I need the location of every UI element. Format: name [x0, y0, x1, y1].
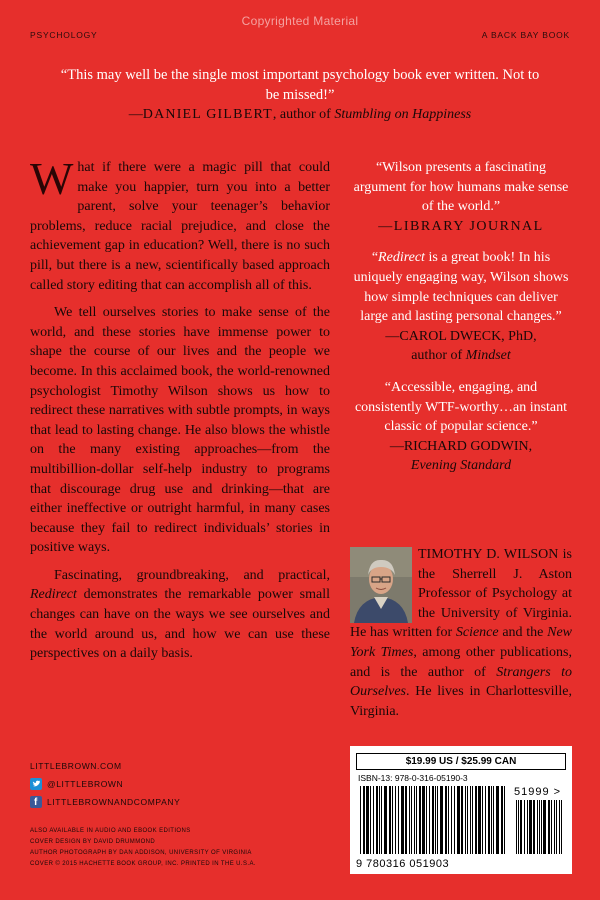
facebook-row[interactable]: [30, 793, 180, 811]
barcode-bar: [467, 786, 468, 854]
credit-line-4: COVER © 2015 HACHETTE BOOK GROUP, INC. PRINTED IN THE U.S.A.: [30, 861, 256, 867]
barcode-bar: [360, 786, 361, 854]
barcode-bar: [488, 786, 490, 854]
barcode-bar: [541, 800, 542, 854]
price-box: $19.99 US / $25.99 CAN: [356, 753, 566, 770]
barcode-bar: [539, 800, 540, 854]
barcode-bar: [405, 786, 407, 854]
blurb-2-book-title: Redirect: [378, 250, 425, 266]
blurb-3-attribution: —RICHARD GODWIN,: [389, 438, 533, 454]
credit-line-3: AUTHOR PHOTOGRAPH BY DAN ADDISON, UNIVERSITY OF VIRGINIA: [30, 850, 252, 856]
attribution-book-title: Stumbling on Happiness: [334, 107, 472, 122]
barcode-bar: [465, 786, 466, 854]
barcode-bar: [537, 800, 538, 854]
blurb-3-publication-title: Evening Standard: [410, 458, 512, 474]
author-name: TIMOTHY D. WILSON: [418, 547, 559, 562]
website-link[interactable]: LITTLEBROWN.COM: [30, 761, 122, 771]
barcode-bar: [422, 786, 425, 854]
barcode-bar: [561, 800, 562, 854]
barcode-bar: [457, 786, 460, 854]
credit-line-1: ALSO AVAILABLE IN AUDIO AND EBOOK EDITIONS: [30, 828, 191, 834]
blurb-richard-godwin: [350, 378, 572, 476]
blurb-library-journal: [350, 158, 572, 236]
barcode-bar: [426, 786, 427, 854]
bio-nyt: New York Times: [350, 625, 572, 660]
isbn-label: ISBN-13: 978-0-316-05190-3: [358, 773, 468, 783]
barcode-bar: [376, 786, 378, 854]
blurbs-column: [350, 158, 572, 488]
barcode-bar: [529, 800, 532, 854]
barcode-bar: [451, 786, 452, 854]
attribution-dash: —: [128, 107, 143, 122]
blurb-2-author-of: author of: [411, 348, 466, 364]
barcode-bar: [429, 786, 430, 854]
barcode-bar: [398, 786, 399, 854]
barcode-bar: [437, 786, 438, 854]
barcode-bar: [363, 786, 365, 854]
bio-text-2: and the: [498, 625, 548, 641]
barcode-bar: [543, 800, 546, 854]
blurb-2-attribution-book: [350, 346, 572, 366]
barcode-bar: [485, 786, 486, 854]
barcode-bar: [501, 786, 503, 854]
barcode-bar: [389, 786, 391, 854]
barcode-bar: [401, 786, 404, 854]
barcode-bar: [370, 786, 371, 854]
blurb-3-text: “Accessible, engaging, and consistently WTF-worthy…an instant classic of popular science.”: [354, 379, 568, 435]
photo-spacer: [350, 545, 418, 623]
website-link-row[interactable]: [30, 757, 180, 775]
top-blurb-attribution: [60, 105, 540, 125]
bio-science: Science: [455, 625, 499, 641]
paragraph-3-start: Fascinating, groundbreaking, and practical,: [54, 567, 330, 583]
barcode-bar: [419, 786, 421, 854]
barcode-bar: [524, 800, 525, 854]
bio-text-1: is the Sherrell J. Aston Professor of Psychology at the University of Virginia. He has written for: [350, 547, 572, 641]
blurb-2-attribution: —CAROL DWECK, PhD,: [385, 328, 537, 344]
barcode-bar: [454, 786, 455, 854]
barcode-bar: [556, 800, 557, 854]
barcode-bar: [409, 786, 410, 854]
bio-text-4: . He lives in Charlottesville, Virginia.: [350, 684, 572, 719]
barcode-bar: [461, 786, 463, 854]
description-paragraph-1: [30, 153, 330, 295]
barcode-bar: [411, 786, 412, 854]
barcode-bar: [432, 786, 434, 854]
barcode-bar: [416, 786, 417, 854]
category-label: PSYCHOLOGY: [30, 30, 98, 40]
blurb-3-publication: [350, 456, 572, 476]
description-column: [30, 153, 330, 672]
credits: [30, 826, 256, 870]
barcode-bar: [472, 786, 473, 854]
barcode-bar: [518, 800, 519, 854]
barcode-bar: [395, 786, 396, 854]
facebook-icon: f: [30, 796, 42, 808]
attribution-name: DANIEL GILBERT: [142, 107, 273, 122]
barcode-bar: [533, 800, 535, 854]
description-paragraph-2: We tell ourselves stories to make sense of the world, and these stories have immense power to shape the course of our lives and the people we become. In this acclaimed book, the world-renowned psychologist Timothy Wilson shows us how to redirect these narratives with subtle prompts, in ways that lead to lasting change. He also blows the whistle on the many existing approaches—from the multibillion-dollar self-help industry to programs that discourage drug use and drinking—that are either ineffective or outright harmful, in many cases because they fail to redirect individuals’ stories in positive ways.: [30, 305, 330, 556]
barcode-bar: [504, 786, 505, 854]
author-bio: [350, 545, 572, 721]
barcode-bar: [516, 800, 517, 854]
barcode-bar: [373, 786, 374, 854]
ean-digits: 9 780316 051903: [356, 858, 450, 870]
barcode-bar: [493, 786, 494, 854]
barcode-bar: [551, 800, 552, 854]
credit-line-2: COVER DESIGN BY DAVID DRUMMOND: [30, 839, 156, 845]
addon-digits: 51999 >: [514, 786, 562, 798]
twitter-row[interactable]: [30, 775, 180, 793]
facebook-handle[interactable]: LITTLEBROWNANDCOMPANY: [47, 797, 181, 807]
top-blurb: [60, 65, 540, 125]
barcode-bar: [392, 786, 393, 854]
imprint-label: A BACK BAY BOOK: [481, 30, 570, 40]
twitter-handle[interactable]: @LITTLEBROWN: [47, 779, 124, 789]
barcode-bar: [435, 786, 436, 854]
barcode-bar: [448, 786, 449, 854]
barcode-bar: [445, 786, 447, 854]
paragraph-1-text: hat if there were a magic pill that could make you happier, turn you into a better parent, solve your teenager’s behavior problems, reduce racial prejudice, and close the achievement gap in education? Well, there is no such pill, but there is a new, scientifically based approach called story editing that can accomplish all of this.: [30, 160, 330, 293]
barcode-bar: [379, 786, 380, 854]
barcode-bar: [554, 800, 555, 854]
barcode-bar: [414, 786, 415, 854]
barcode-bar: [366, 786, 369, 854]
watermark: Copyrighted Material: [241, 14, 359, 28]
barcode-bar: [478, 786, 481, 854]
attribution-prefix: , author of: [272, 107, 335, 122]
barcode-bar: [384, 786, 387, 854]
blurb-2-author-book-title: Mindset: [465, 348, 511, 364]
bio-strangers: Strangers to Ourselves: [350, 664, 572, 700]
top-blurb-text: “This may well be the single most important psychology book ever written. Not to be missed!”: [60, 67, 540, 103]
barcode-bar: [482, 786, 483, 854]
description-paragraph-3: [30, 566, 330, 664]
blurb-1-text: “Wilson presents a fascinating argument for how humans make sense of the world.”: [353, 160, 569, 215]
barcode-bar: [381, 786, 382, 854]
blurb-2-body: is a great book! In his uniquely engaging way, Wilson shows how simple techniques can deliver large and lasting personal changes.”: [353, 250, 569, 325]
blurb-carol-dweck: [350, 248, 572, 366]
barcode-bar: [548, 800, 550, 854]
barcode-bar: [440, 786, 443, 854]
barcode-bar: [491, 786, 492, 854]
barcode-panel: [350, 746, 572, 874]
paragraph-3-title: Redirect: [30, 587, 77, 603]
blurb-2-text: [350, 248, 572, 326]
barcode-bar: [470, 786, 471, 854]
blurb-2-open-quote: “: [371, 250, 379, 266]
barcode-bar: [559, 800, 560, 854]
twitter-icon: [30, 778, 42, 790]
barcode-bar: [520, 800, 522, 854]
barcode-bar: [475, 786, 477, 854]
bio-text-3: , among other publications, and is the author of: [350, 644, 572, 680]
drop-cap: W: [30, 153, 74, 204]
barcode-bar: [496, 786, 499, 854]
barcode-bar: [527, 800, 528, 854]
paragraph-3-rest: demonstrates the remarkable power small changes can have on the ways we see ourselves and the world around us, and how we can use these perspectives on a daily basis.: [30, 587, 330, 662]
blurb-1-attribution: —LIBRARY JOURNAL: [378, 218, 544, 234]
publisher-links: [30, 757, 180, 811]
